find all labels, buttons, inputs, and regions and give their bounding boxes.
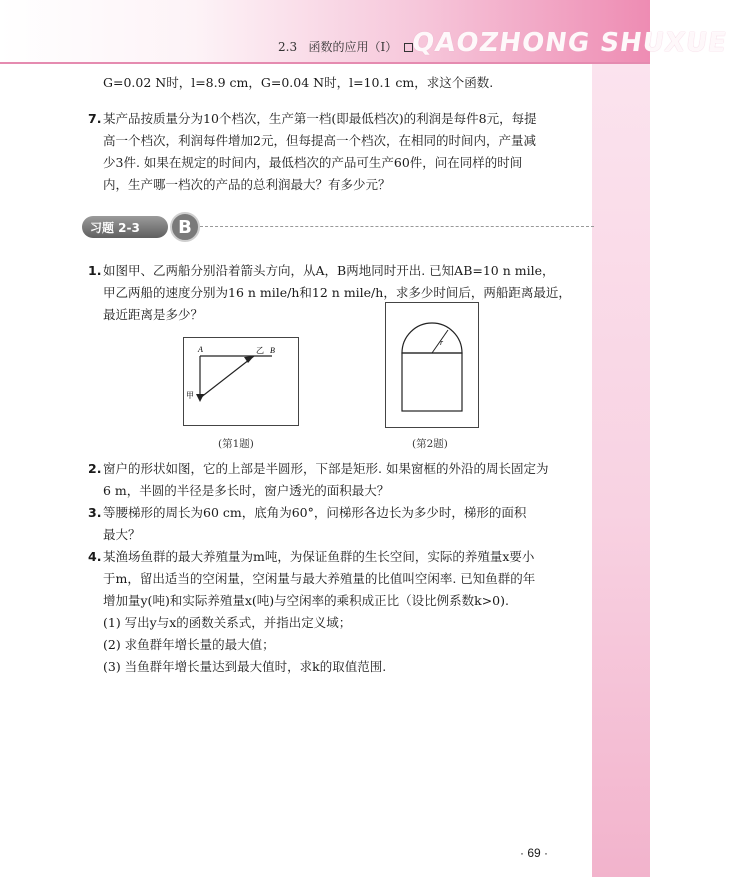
rectangle — [402, 353, 462, 411]
q3-number: 3. — [88, 505, 102, 520]
q3-line: 最大？ — [103, 527, 141, 542]
running-header — [278, 38, 413, 55]
q2-line: 窗户的形状如图，它的上部是半圆形，下部是矩形. 如果窗框的外沿的周长固定为 — [103, 461, 549, 476]
q2-number: 2. — [88, 461, 102, 476]
q1-line: 如图甲、乙两船分别沿着箭头方向，从A，B两地同时开出. 已知AB=10 n mile， — [103, 263, 555, 278]
q1-number: 1. — [88, 263, 102, 278]
exercise-divider — [200, 226, 594, 227]
q2-line: 6 m，半圆的半径是多长时，窗户透光的面积最大？ — [103, 483, 390, 498]
exercise-label: 习题 2-3 — [82, 216, 168, 238]
fig1-label-a: A — [198, 345, 203, 354]
page-number: · 69 · — [520, 846, 549, 860]
q4-sub-item: (1) 写出y与x的函数关系式，并指出定义域； — [103, 615, 352, 630]
q3-line: 等腰梯形的周长为60 cm，底角为60°，问梯形各边长为多少时，梯形的面积 — [103, 505, 527, 520]
exercise-group-badge: B — [170, 212, 200, 242]
q4-sub-item: (2) 求鱼群年增长量的最大值； — [103, 637, 275, 652]
q4-line: 于m，留出适当的空闲量，空闲量与最大养殖量的比值叫空闲率. 已知鱼群的年 — [103, 571, 536, 586]
problem-7-line: 高一个档次，利润每件增加2元，但每提高一个档次，在相同的时间内，产量减 — [103, 133, 536, 148]
figure-1-drawing — [184, 338, 298, 425]
figure-1-caption: (第1题) — [218, 438, 254, 450]
q4-sub-item: (3) 当鱼群年增长量达到最大值时，求k的取值范围. — [103, 659, 387, 674]
figure-2-caption: (第2题) — [412, 438, 448, 450]
fig1-label-yi: 乙 — [256, 346, 264, 355]
fig2-label-r: r — [440, 338, 444, 347]
problem-7-line: 少3件. 如果在规定的时间内，最低档次的产品可生产60件，问在同样的时间 — [103, 155, 523, 170]
q4-line: 增加量y(吨)和实际养殖量x(吨)与空闲率的乘积成正比（设比例系数k>0). — [103, 593, 509, 608]
problem-7-line: 某产品按质量分为10个档次，生产第一档(即最低档次)的利润是每件8元，每提 — [103, 111, 537, 126]
header-watermark: QAOZHONG SHUXUE — [409, 28, 729, 58]
problem-7-number: 7. — [88, 111, 102, 126]
fig1-label-jia: 甲 — [186, 391, 194, 400]
q1-line: 最近距离是多少？ — [103, 307, 204, 322]
carryover-line: G=0.02 N时，l=8.9 cm，G=0.04 N时，l=10.1 cm，求这个函数. — [103, 75, 494, 90]
section-title: 函数的应用（Ⅰ） — [308, 40, 398, 54]
fig1-label-b: B — [270, 346, 275, 355]
q4-line: 某渔场鱼群的最大养殖量为m吨，为保证鱼群的生长空间，实际的养殖量x要小 — [103, 549, 535, 564]
section-number: 2.3 — [278, 40, 298, 54]
q4-number: 4. — [88, 549, 102, 564]
side-band — [592, 64, 650, 877]
ship-yi-path — [200, 356, 254, 398]
problem-7-line: 内，生产哪一档次的产品的总利润最大？有多少元？ — [103, 177, 391, 192]
header-rule — [0, 62, 650, 64]
figure-2-drawing — [386, 303, 478, 427]
figure-2 — [385, 302, 479, 428]
figure-1 — [183, 337, 299, 426]
semicircle — [402, 323, 462, 353]
q1-line: 甲乙两船的速度分别为16 n mile/h和12 n mile/h，求多少时间后，两船距离最近， — [103, 285, 571, 300]
